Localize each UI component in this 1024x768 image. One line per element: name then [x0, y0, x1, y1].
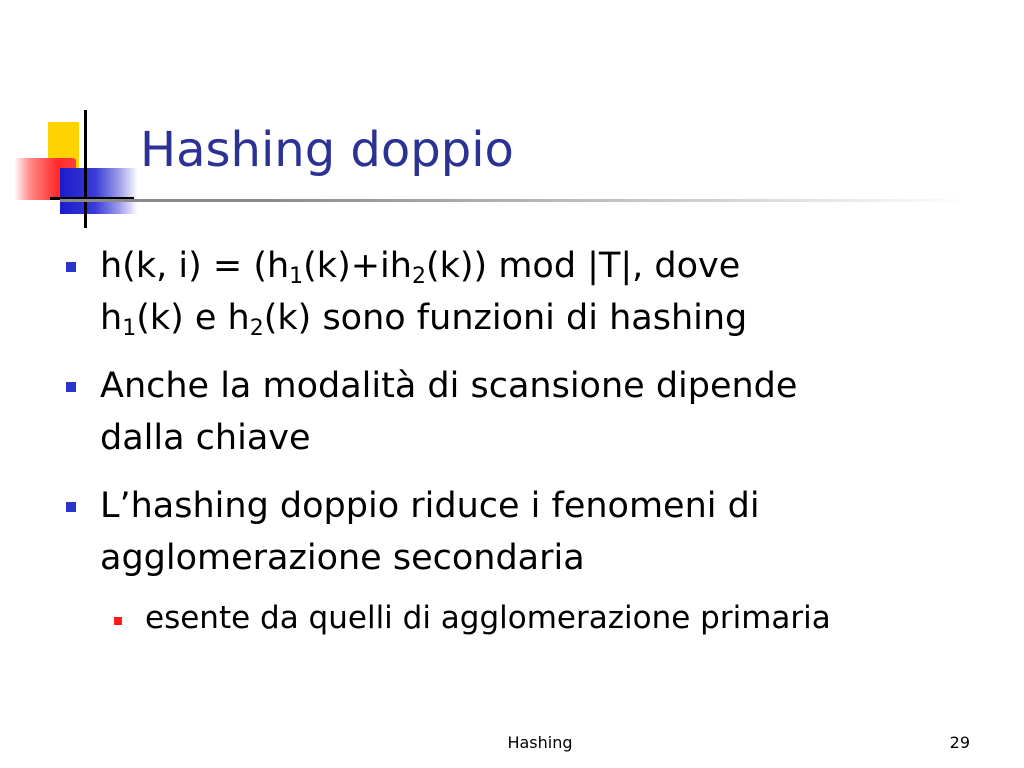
page-number: 29: [949, 733, 970, 752]
bullet-3-line-1: L’hashing doppio riduce i fenomeni di: [100, 486, 760, 526]
bullet-item-1: [100, 240, 920, 344]
bullet-text-2: [100, 360, 920, 464]
bullet-item-3: [100, 480, 920, 584]
text-run: (k)) mod |T|, dove: [425, 246, 741, 286]
square-bullet-icon: [66, 262, 76, 272]
square-bullet-icon: [66, 502, 76, 512]
text-run: h(k, i) = (h: [100, 246, 290, 286]
bullet-2-line-1: Anche la modalità di scansione dipende: [100, 366, 798, 406]
bullet-text-1: [100, 240, 920, 344]
bullet-1-line-2: [100, 292, 920, 344]
text-run: (k)+ih: [303, 246, 412, 286]
slide-title: Hashing doppio: [140, 122, 514, 178]
subscript: 1: [122, 316, 137, 341]
bullet-item-2: [100, 360, 920, 464]
title-underline: [60, 199, 970, 202]
logo-vertical-line: [84, 110, 87, 228]
footer-title: Hashing: [507, 733, 573, 752]
text-run: (k) e h: [136, 298, 250, 338]
slide-logo-decoration: [0, 100, 150, 230]
bullet-3-line-2: agglomerazione secondaria: [100, 538, 585, 578]
logo-blue-square: [60, 168, 138, 214]
subscript: 1: [289, 264, 304, 289]
sub-bullet-text: esente da quelli di agglomerazione primaria: [145, 600, 831, 636]
text-run: (k) sono funzioni di hashing: [263, 298, 748, 338]
bullet-2-line-2: dalla chiave: [100, 418, 311, 458]
text-run: h: [100, 298, 123, 338]
red-square-bullet-icon: [114, 617, 122, 625]
square-bullet-icon: [66, 382, 76, 392]
sub-bullet-item: [145, 598, 945, 638]
bullet-1-line-1: [100, 240, 920, 292]
subscript: 2: [249, 316, 264, 341]
subscript: 2: [411, 264, 426, 289]
bullet-text-3: [100, 480, 920, 584]
